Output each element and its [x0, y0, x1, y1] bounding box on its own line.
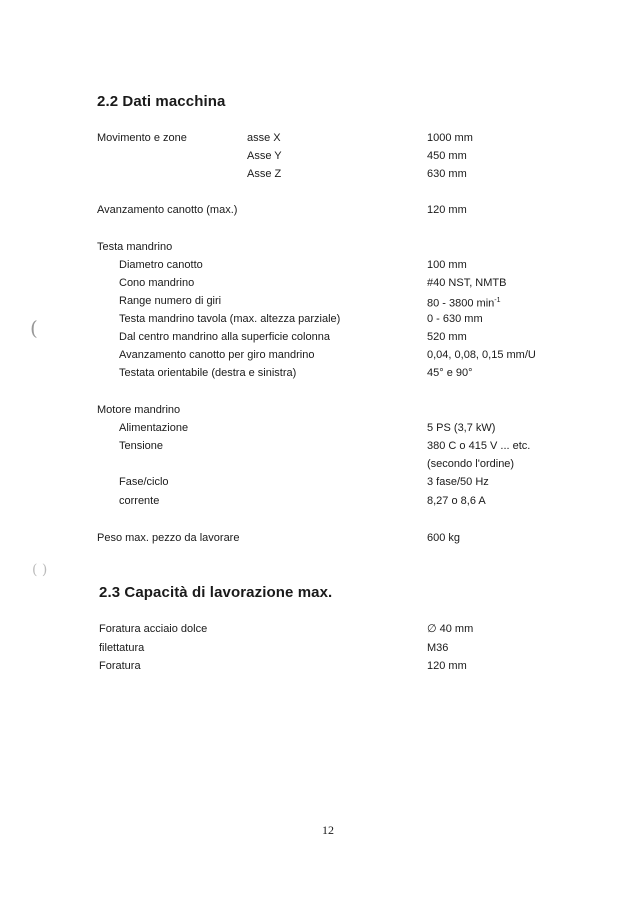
axis-x-label: asse X: [247, 132, 281, 144]
spec-row-value-note: (secondo l'ordine): [427, 458, 515, 470]
spec-row-label: Diametro canotto: [119, 259, 203, 271]
testa-label: Testa mandrino: [97, 241, 173, 253]
spec-row-value: 100 mm: [427, 259, 467, 271]
peso-value: 600 kg: [427, 532, 461, 544]
scan-hole-mark: ( ): [32, 562, 48, 578]
spec-row-value: 45° e 90°: [427, 367, 473, 379]
peso-label: Peso max. pezzo da lavorare: [97, 532, 240, 544]
capacity-row-value: ∅ 40 mm: [427, 623, 474, 635]
spec-row-label: Cono mandrino: [119, 277, 195, 289]
axis-y-value: 450 mm: [427, 150, 467, 162]
capacity-row-label: Foratura acciaio dolce: [99, 623, 208, 635]
spec-row-label: Alimentazione: [119, 422, 189, 434]
spec-row-label: corrente: [119, 495, 160, 507]
capacity-row-value: 120 mm: [427, 660, 467, 672]
rpm-value: 80 - 3800 min: [427, 297, 495, 310]
spec-row-value: 520 mm: [427, 331, 467, 343]
spec-row-value: [427, 294, 501, 311]
spec-row-value: #40 NST, NMTB: [427, 277, 507, 289]
capacity-row-label: Foratura: [99, 660, 141, 672]
spec-row-value: 0,04, 0,08, 0,15 mm/U: [427, 349, 536, 361]
spec-row-label: Avanzamento canotto per giro mandrino: [119, 349, 315, 361]
movimento-label: Movimento e zone: [97, 132, 187, 144]
page-number: 12: [322, 823, 334, 837]
spec-row-label: Testa mandrino tavola (max. altezza parziale): [119, 313, 341, 325]
spec-row-label: Dal centro mandrino alla superficie colonna: [119, 331, 330, 343]
axis-y-label: Asse Y: [247, 150, 282, 162]
spec-row-label: Tensione: [119, 440, 164, 452]
motore-label: Motore mandrino: [97, 404, 181, 416]
capacity-row-value: M36: [427, 642, 449, 654]
avanzamento-value: 120 mm: [427, 204, 467, 216]
spec-row-value: 5 PS (3,7 kW): [427, 422, 496, 434]
spec-row-value: 0 - 630 mm: [427, 313, 483, 325]
spec-row-label: Testata orientabile (destra e sinistra): [119, 367, 297, 379]
axis-z-value: 630 mm: [427, 168, 467, 180]
spec-row-value: 3 fase/50 Hz: [427, 476, 489, 488]
section-heading-2-2: 2.2 Dati macchina: [97, 93, 226, 110]
scan-hole-mark: (: [30, 316, 38, 340]
capacity-row-label: filettatura: [99, 642, 145, 654]
spec-row-value: 380 C o 415 V ... etc.: [427, 440, 531, 452]
axis-x-value: 1000 mm: [427, 132, 473, 144]
rpm-exponent: -1: [494, 297, 501, 304]
spec-row-label: Fase/ciclo: [119, 476, 169, 488]
axis-z-label: Asse Z: [247, 168, 282, 180]
section-heading-2-3: 2.3 Capacità di lavorazione max.: [99, 584, 333, 601]
spec-row-label: Range numero di giri: [119, 295, 222, 307]
spec-row-value: 8,27 o 8,6 A: [427, 495, 486, 507]
avanzamento-label: Avanzamento canotto (max.): [97, 204, 238, 216]
